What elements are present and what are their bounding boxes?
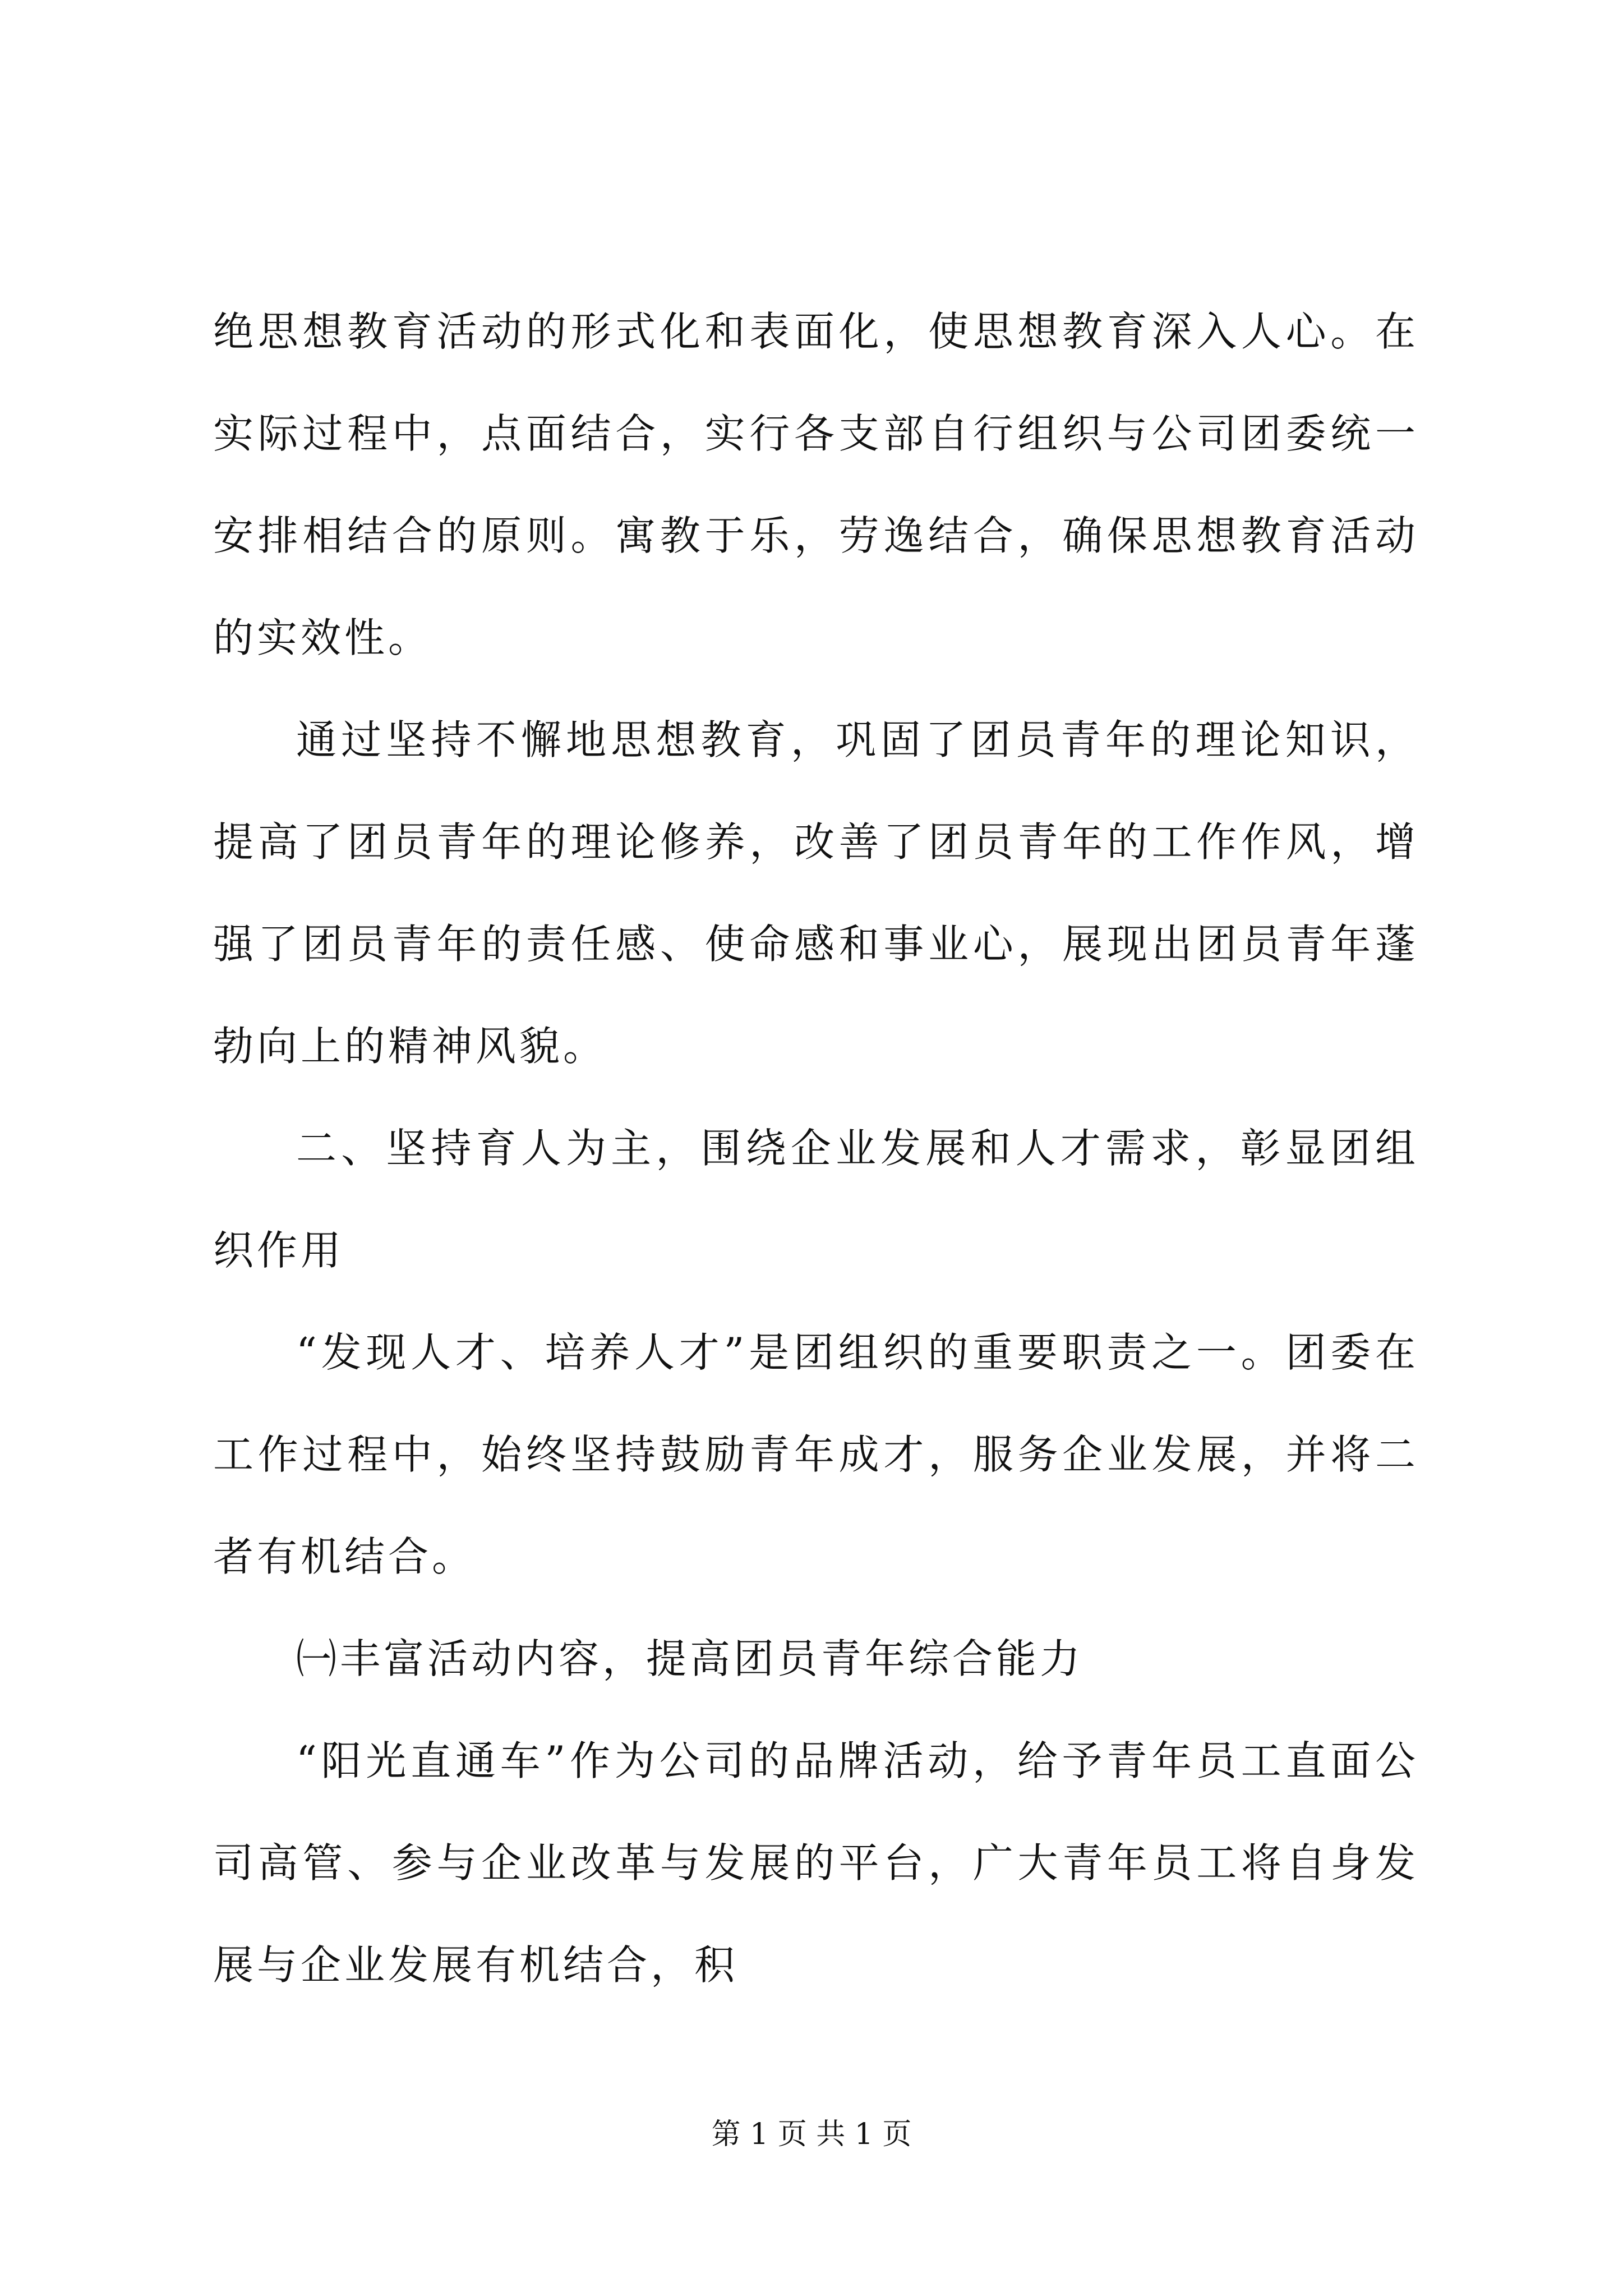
paragraph-ideological-education-results: 通过坚持不懈地思想教育，巩固了团员青年的理论知识，提高了团员青年的理论修养，改善了团员青年的工作作风，增强了团员青年的责任感、使命感和事业心，展现出团员青年蓬勃向上的精神风貌。 <box>213 716 1419 1070</box>
page-number-footer: 第 1 页 共 1 页 <box>711 2118 912 2151</box>
section-heading-two: 二、坚持育人为主，围绕企业发展和人才需求，彰显团组织作用 <box>213 1125 1419 1274</box>
paragraph-talent-discovery: “发现人才、培养人才”是团组织的重要职责之一。团委在工作过程中，始终坚持鼓励青年成才，服务企业发展，并将二者有机结合。 <box>213 1329 1419 1580</box>
paragraph-continuation: 绝思想教育活动的形式化和表面化，使思想教育深入人心。在实际过程中，点面结合，实行各支部自行组织与公司团委统一安排相结合的原则。寓教于乐，劳逸结合，确保思想教育活动的实效性。 <box>213 308 1419 661</box>
document-body <box>213 280 1419 2016</box>
paragraph-sunshine-express: “阳光直通车”作为公司的品牌活动，给予青年员工直面公司高管、参与企业改革与发展的平台，广大青年员工将自身发展与企业发展有机结合，积 <box>213 1737 1419 1989</box>
subsection-heading-one: ㈠丰富活动内容，提高团员青年综合能力 <box>296 1635 1084 1682</box>
